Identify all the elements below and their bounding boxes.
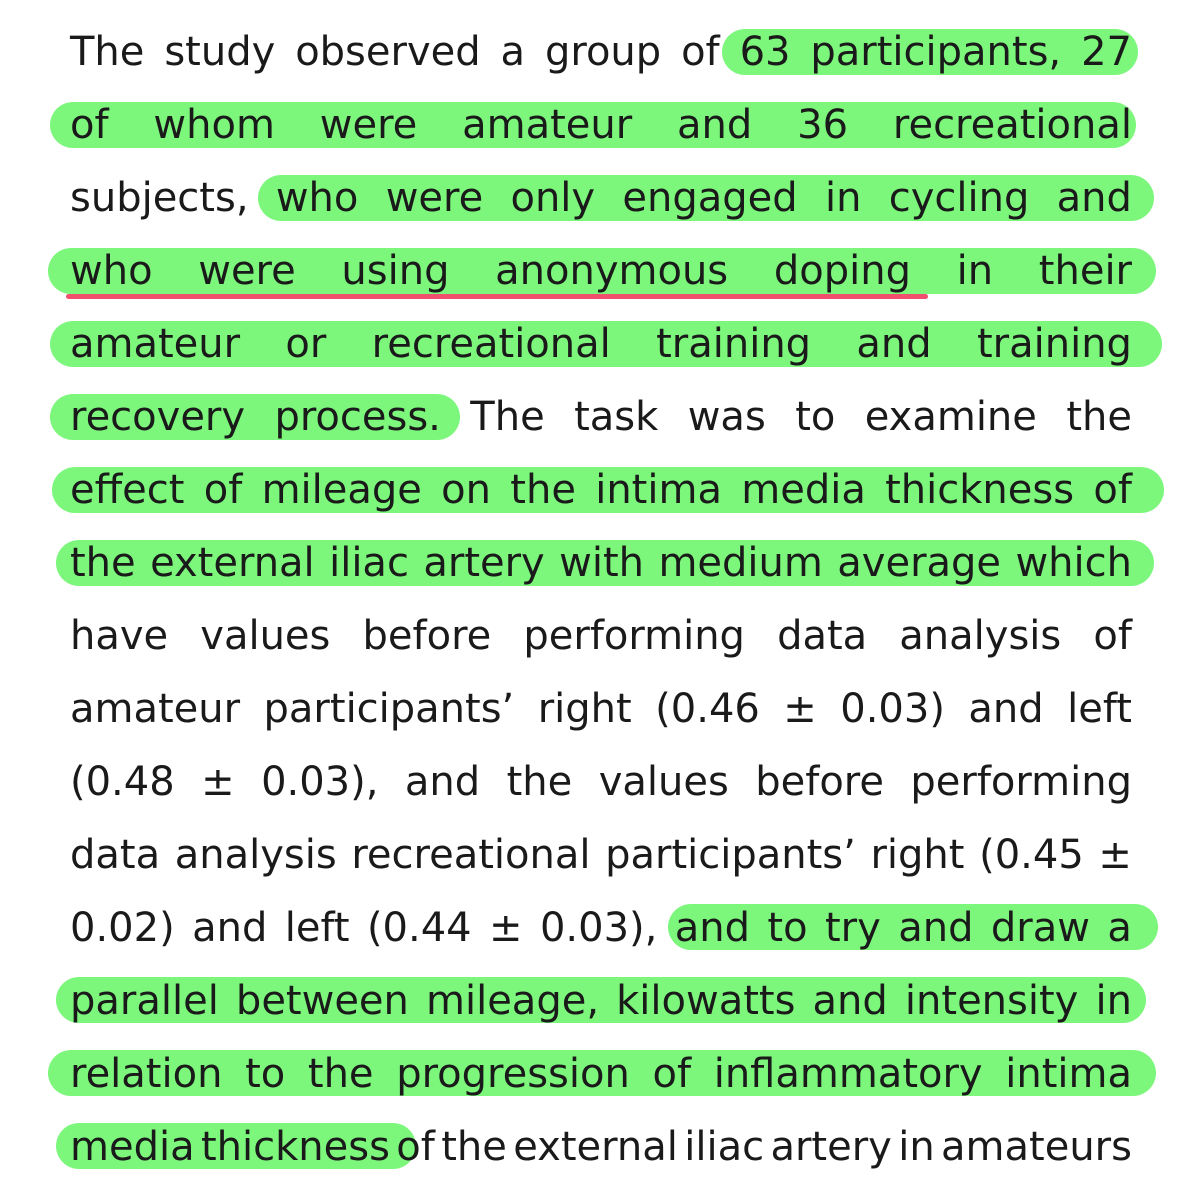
- text-line-13: [70, 892, 1132, 964]
- word: in: [956, 248, 994, 294]
- text-line-15: [70, 1038, 1132, 1110]
- word: in: [898, 1124, 935, 1170]
- text-line-11: [70, 746, 1132, 818]
- text-line-3: [70, 162, 1132, 234]
- word: a: [500, 29, 526, 75]
- word: recreational: [371, 321, 611, 367]
- word: media: [70, 1124, 195, 1170]
- word: (0.46: [655, 686, 760, 732]
- word: artery: [770, 1124, 892, 1170]
- word: performing: [910, 759, 1132, 805]
- text-line-5: [70, 308, 1132, 380]
- word: of: [681, 29, 720, 75]
- word: and: [192, 905, 268, 951]
- word: iliac: [684, 1124, 765, 1170]
- word: analysis: [899, 613, 1062, 659]
- word: intensity: [904, 978, 1079, 1024]
- word: ±: [1098, 832, 1132, 878]
- word: 0.03),: [261, 759, 379, 805]
- word: and: [968, 686, 1044, 732]
- word: relation: [70, 1051, 223, 1097]
- word: artery: [423, 540, 545, 586]
- word: ±: [783, 686, 817, 732]
- word: amateur: [462, 102, 633, 148]
- word: left: [284, 905, 350, 951]
- word: cycling: [888, 175, 1030, 221]
- word: and: [856, 321, 932, 367]
- word: effect: [70, 467, 185, 513]
- word: on: [441, 467, 491, 513]
- word: subjects,: [70, 175, 249, 221]
- word: The: [70, 29, 145, 75]
- word: between: [235, 978, 409, 1024]
- word: to: [767, 905, 808, 951]
- word: thickness: [200, 1124, 390, 1170]
- word: 36: [797, 102, 849, 148]
- word: doping: [773, 248, 911, 294]
- word: right: [537, 686, 632, 732]
- word: of: [70, 102, 109, 148]
- word: only: [510, 175, 596, 221]
- word: media: [741, 467, 866, 513]
- text-line-7: [70, 454, 1132, 526]
- word: 0.02): [70, 905, 175, 951]
- word: inflammatory: [713, 1051, 983, 1097]
- word: were: [319, 102, 418, 148]
- word: study: [164, 29, 276, 75]
- word: and: [677, 102, 753, 148]
- word: training: [976, 321, 1132, 367]
- text-line-9: [70, 600, 1132, 672]
- word: were: [385, 175, 484, 221]
- word: before: [755, 759, 884, 805]
- word: data: [777, 613, 868, 659]
- word: values: [200, 613, 331, 659]
- word: participants,: [810, 29, 1062, 75]
- word: with: [559, 540, 645, 586]
- word: of: [1093, 467, 1132, 513]
- word: amateurs: [941, 1124, 1132, 1170]
- word: and: [812, 978, 888, 1024]
- text-line-10: [70, 673, 1132, 745]
- word: recovery: [70, 394, 246, 440]
- word: recreational: [892, 102, 1132, 148]
- word: the: [506, 759, 573, 805]
- word: participants’: [605, 832, 856, 878]
- word: of: [652, 1051, 692, 1097]
- word: of: [396, 1124, 435, 1170]
- word: progression: [396, 1051, 630, 1097]
- word: the: [70, 540, 136, 586]
- word: 63: [739, 29, 791, 75]
- word: recreational: [351, 832, 591, 878]
- word: performing: [523, 613, 745, 659]
- word: a: [1107, 905, 1132, 951]
- word: amateur: [70, 321, 241, 367]
- word: using: [341, 248, 450, 294]
- word: values: [598, 759, 729, 805]
- word: data: [70, 832, 161, 878]
- word: right: [870, 832, 965, 878]
- word: 0.03),: [539, 905, 658, 951]
- word: before: [362, 613, 492, 659]
- word: were: [198, 248, 296, 294]
- word: intima: [1005, 1051, 1132, 1097]
- word: 0.03): [840, 686, 945, 732]
- text-line-4: [70, 235, 1132, 307]
- word: in: [1095, 978, 1132, 1024]
- word: external: [150, 540, 315, 586]
- word: medium: [658, 540, 823, 586]
- word: the: [1066, 394, 1132, 440]
- word: observed: [295, 29, 481, 75]
- word: participants’: [263, 686, 515, 732]
- word: (0.44: [366, 905, 472, 951]
- word: and: [404, 759, 481, 805]
- word: left: [1067, 686, 1132, 732]
- word: or: [285, 321, 327, 367]
- word: try: [824, 905, 881, 951]
- word: to: [795, 394, 836, 440]
- word: and: [1056, 175, 1132, 221]
- word: whom: [153, 102, 275, 148]
- word: have: [70, 613, 169, 659]
- text-line-6: [70, 381, 1132, 453]
- word: intima: [595, 467, 722, 513]
- text-line-1: [70, 16, 1132, 88]
- word: of: [203, 467, 243, 513]
- word: parallel: [70, 978, 219, 1024]
- word: thickness: [885, 467, 1075, 513]
- word: of: [1093, 613, 1132, 659]
- word: in: [824, 175, 862, 221]
- word: ±: [489, 905, 523, 951]
- word: external: [513, 1124, 678, 1170]
- text-line-8: [70, 527, 1132, 599]
- word: mileage,: [426, 978, 600, 1024]
- word: task: [574, 394, 659, 440]
- word: which: [1015, 540, 1132, 586]
- word: to: [245, 1051, 286, 1097]
- word: group: [544, 29, 662, 75]
- text-line-16: [70, 1111, 1132, 1183]
- word: ±: [201, 759, 235, 805]
- word: 27: [1081, 29, 1132, 75]
- word: and: [898, 905, 974, 951]
- word: was: [687, 394, 766, 440]
- word: training: [656, 321, 812, 367]
- word: amateur: [70, 686, 241, 732]
- word: engaged: [622, 175, 798, 221]
- word: the: [441, 1124, 507, 1170]
- text-line-12: [70, 819, 1132, 891]
- text-line-2: [70, 89, 1132, 161]
- word: kilowatts: [616, 978, 796, 1024]
- word: mileage: [261, 467, 422, 513]
- word: examine: [864, 394, 1037, 440]
- word: average: [837, 540, 1002, 586]
- word: process.: [274, 394, 441, 440]
- word: who: [275, 175, 359, 221]
- word: the: [510, 467, 576, 513]
- word: and: [674, 905, 751, 951]
- text-line-14: [70, 965, 1132, 1037]
- word: The: [470, 394, 545, 440]
- word: analysis: [174, 832, 337, 878]
- word: draw: [990, 905, 1090, 951]
- word: (0.45: [979, 832, 1084, 878]
- word: anonymous: [495, 248, 729, 294]
- word: their: [1038, 248, 1132, 294]
- word: who: [70, 248, 153, 294]
- word: (0.48: [70, 759, 175, 805]
- word: iliac: [329, 540, 409, 586]
- word: the: [307, 1051, 374, 1097]
